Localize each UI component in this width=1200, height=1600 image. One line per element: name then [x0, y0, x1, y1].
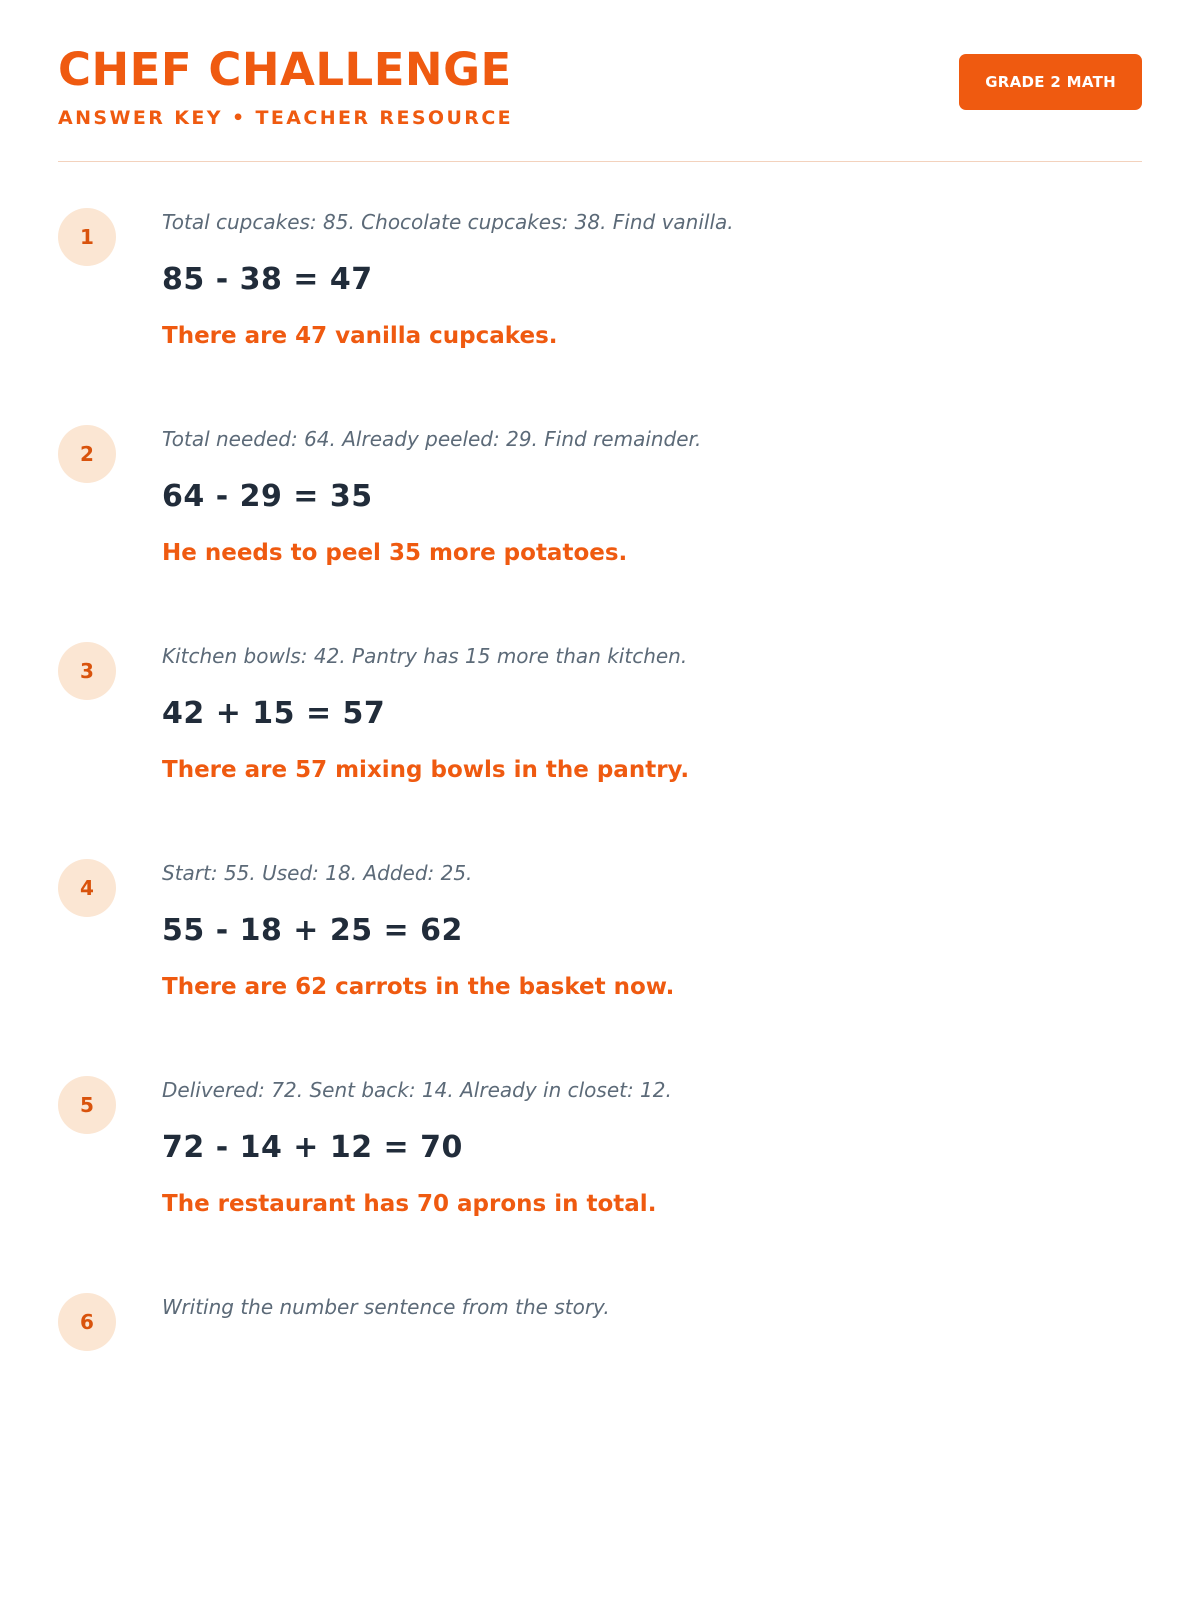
problem-number-badge: 2 — [58, 425, 116, 483]
page-subtitle: ANSWER KEY • TEACHER RESOURCE — [58, 107, 514, 130]
page-title: CHEF CHALLENGE — [58, 43, 512, 96]
problem-body — [162, 640, 689, 783]
problem-equation: 64 - 29 = 35 — [162, 479, 373, 515]
problem-given: Total needed: 64. Already peeled: 29. Find remainder. — [162, 427, 702, 452]
problem-given: Kitchen bowls: 42. Pantry has 15 more than kitchen. — [162, 644, 688, 669]
grade-badge: GRADE 2 MATH — [959, 54, 1142, 110]
header-divider — [58, 161, 1142, 162]
problem-given: Start: 55. Used: 18. Added: 25. — [162, 861, 473, 886]
problem-body — [162, 1291, 610, 1347]
problem-item — [58, 206, 1142, 349]
problem-number-badge: 6 — [58, 1293, 116, 1351]
problem-equation: 85 - 38 = 47 — [162, 262, 373, 298]
problem-body — [162, 206, 734, 349]
problem-body — [162, 1074, 672, 1217]
page-header — [58, 43, 1142, 130]
problem-answer: He needs to peel 35 more potatoes. — [162, 540, 628, 567]
problem-number-badge: 4 — [58, 859, 116, 917]
problem-equation: 72 - 14 + 12 = 70 — [162, 1130, 463, 1166]
problem-equation: 42 + 15 = 57 — [162, 696, 386, 732]
problem-answer: There are 47 vanilla cupcakes. — [162, 323, 558, 350]
problem-answer: The restaurant has 70 aprons in total. — [162, 1191, 657, 1218]
problem-item — [58, 1291, 1142, 1351]
problem-item — [58, 423, 1142, 566]
problem-body — [162, 423, 701, 566]
problem-answer: There are 57 mixing bowls in the pantry. — [162, 757, 690, 784]
problem-number-badge: 5 — [58, 1076, 116, 1134]
problem-item — [58, 640, 1142, 783]
title-block — [58, 43, 514, 130]
problem-number-badge: 1 — [58, 208, 116, 266]
problem-item — [58, 857, 1142, 1000]
problem-given: Delivered: 72. Sent back: 14. Already in closet: 12. — [162, 1078, 672, 1103]
problem-list — [58, 206, 1142, 1351]
problem-given: Total cupcakes: 85. Chocolate cupcakes: 38. Find vanilla. — [162, 210, 734, 235]
problem-item — [58, 1074, 1142, 1217]
problem-body — [162, 857, 674, 1000]
problem-given: Writing the number sentence from the story. — [162, 1295, 610, 1320]
problem-equation: 55 - 18 + 25 = 62 — [162, 913, 463, 949]
problem-answer: There are 62 carrots in the basket now. — [162, 974, 675, 1001]
problem-number-badge: 3 — [58, 642, 116, 700]
